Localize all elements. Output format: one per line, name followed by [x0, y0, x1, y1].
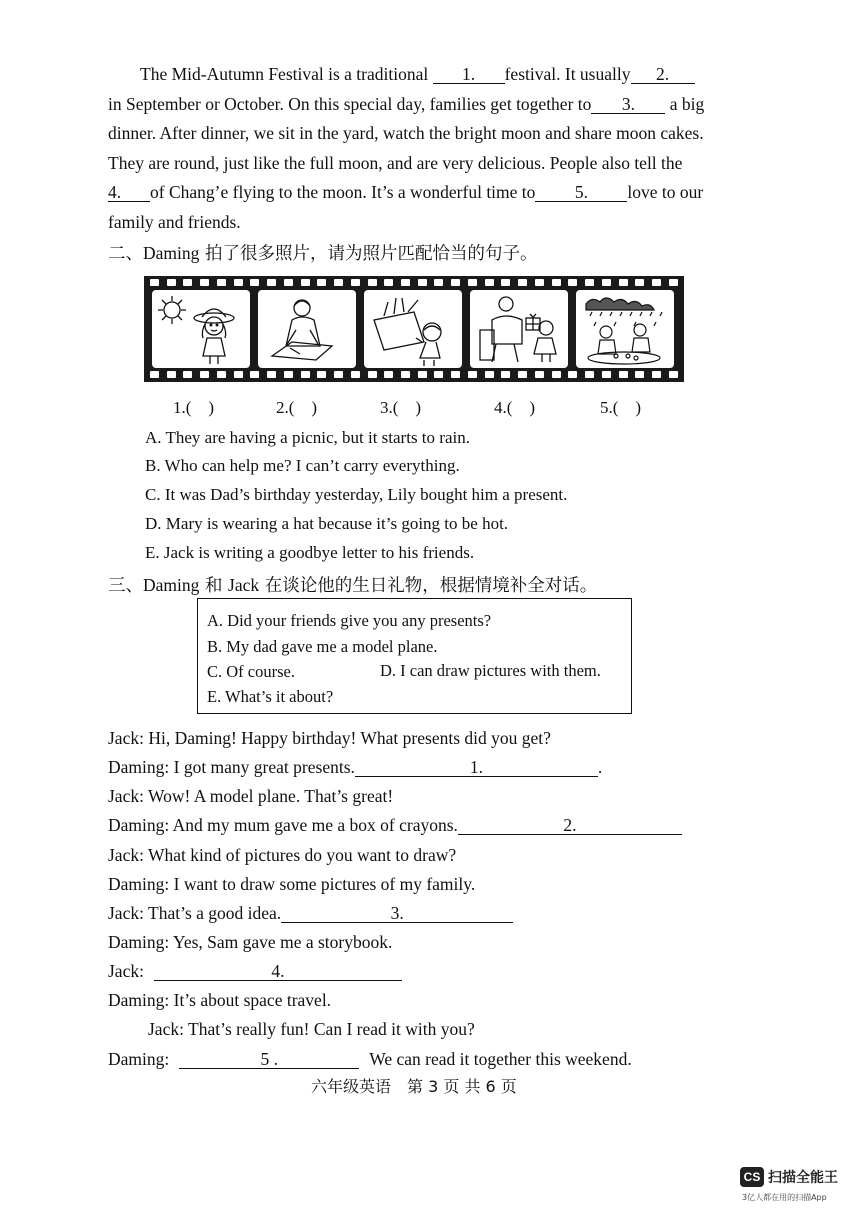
photo-number-5[interactable]: 5.( ) [600, 398, 642, 417]
dialogue-line-9 [108, 961, 402, 982]
boy-writing-icon [258, 290, 356, 368]
box-option-a: A. Did your friends give you any presents? [207, 611, 492, 630]
passage-text: The Mid-Autumn Festival is a traditional [140, 64, 433, 84]
dialogue-line-4 [108, 815, 682, 836]
passage-text: festival. It usually [504, 64, 631, 84]
section-2-heading [108, 240, 537, 265]
dialogue-line-8: Daming: Yes, Sam gave me a storybook. [108, 932, 393, 952]
passage-line-4: They are round, just like the full moon, and are very delicious. People also tell the [108, 153, 683, 173]
photo-frame-5 [576, 290, 674, 368]
film-strip [144, 276, 684, 382]
dialogue-blank-5[interactable] [179, 1050, 359, 1069]
dialogue-blank-1[interactable] [355, 758, 598, 777]
section-instruction: 拍了很多照片，请为照片匹配恰当的句子。 [199, 244, 538, 264]
dialogue-line-12 [108, 1049, 632, 1070]
photo-frame-3 [364, 290, 462, 368]
dialogue-line-11: Jack: That’s really fun! Can I read it with you? [148, 1019, 475, 1039]
dialogue-line-10: Daming: It’s about space travel. [108, 990, 332, 1010]
blank-number: 1. [462, 64, 476, 84]
box-option-d: D. I can draw pictures with them. [380, 661, 601, 680]
option-e: E. Jack is writing a goodbye letter to his friends. [145, 543, 475, 562]
section-3-heading [108, 572, 597, 597]
blank-number: 5. [574, 182, 588, 202]
photo-number-4[interactable]: 4.( ) [494, 398, 536, 417]
picnic-rain-icon [576, 290, 674, 368]
photo-number-3[interactable]: 3.( ) [380, 398, 422, 417]
passage-line-1 [140, 64, 695, 85]
option-box [197, 598, 632, 714]
blank-number: 3. [621, 94, 635, 114]
dialogue-line-7 [108, 903, 513, 924]
blank-number: 1. [469, 757, 483, 777]
dialogue-line-3: Jack: Wow! A model plane. That’s great! [108, 786, 394, 806]
section-name-1: Daming [143, 575, 200, 595]
blank-number: 2. [563, 815, 577, 835]
photo-frame-4 [470, 290, 568, 368]
section-instruction: 在谈论他的生日礼物，根据情境补全对话。 [259, 576, 598, 596]
section-number: 三、 [108, 576, 143, 596]
girl-carrying-box-icon [364, 290, 462, 368]
dialogue-line-1: Jack: Hi, Daming! Happy birthday! What presents did you get? [108, 728, 551, 748]
photo-frame-1 [152, 290, 250, 368]
passage-blank-2[interactable] [631, 65, 695, 84]
dialogue-period: . [597, 757, 603, 777]
section-name-2: Jack [228, 575, 260, 595]
dialogue-line-6: Daming: I want to draw some pictures of my family. [108, 874, 476, 894]
photo-frame-2 [258, 290, 356, 368]
section-connector: 和 [199, 576, 229, 596]
blank-number: 4. [108, 182, 122, 202]
passage-line-3: dinner. After dinner, we sit in the yard, watch the bright moon and share moon cakes. [108, 123, 704, 143]
dialogue-text: Daming: I got many great presents. [108, 757, 355, 777]
dialogue-text: Daming: And my mum gave me a box of crayons. [108, 815, 458, 835]
dialogue-text: Jack: That’s a good idea. [108, 903, 282, 923]
section-number: 二、 [108, 244, 143, 264]
dialogue-blank-2[interactable] [458, 816, 682, 835]
passage-text: love to our [627, 182, 704, 202]
dialogue-speaker: Daming: [108, 1049, 170, 1069]
passage-text: a big [665, 94, 705, 114]
option-b: B. Who can help me? I can’t carry everything. [145, 456, 460, 475]
camscanner-logo-icon: CS [740, 1167, 764, 1187]
passage-blank-3[interactable] [591, 95, 665, 114]
film-holes-bottom [150, 371, 678, 379]
page-footer: 六年级英语 第 3 页 共 6 页 [311, 1077, 517, 1096]
dialogue-line-2 [108, 757, 602, 778]
camscanner-tagline: 3亿人都在用的扫描App [742, 1193, 827, 1202]
sun-girl-hat-icon [152, 290, 250, 368]
passage-text: of Chang’e flying to the moon. It’s a wonderful time to [150, 182, 536, 202]
passage-blank-4[interactable] [108, 183, 150, 202]
box-option-e: E. What’s it about? [207, 687, 334, 706]
option-d: D. Mary is wearing a hat because it’s going to be hot. [145, 514, 509, 533]
dialogue-line-5: Jack: What kind of pictures do you want to draw? [108, 845, 457, 865]
box-option-b: B. My dad gave me a model plane. [207, 637, 438, 656]
passage-text: in September or October. On this special day, families get together to [108, 94, 592, 114]
dialogue-blank-3[interactable] [281, 904, 513, 923]
blank-number: 2. [655, 64, 670, 84]
dialogue-speaker: Jack: [108, 961, 144, 981]
photo-number-2[interactable]: 2.( ) [276, 398, 318, 417]
passage-line-2 [108, 94, 704, 115]
dialogue-text: We can read it together this weekend. [369, 1049, 632, 1069]
passage-line-6: family and friends. [108, 212, 241, 232]
family-gift-icon [470, 290, 568, 368]
film-holes-top [150, 279, 678, 287]
passage-blank-5[interactable] [535, 183, 627, 202]
option-c: C. It was Dad’s birthday yesterday, Lily bought him a present. [145, 485, 568, 504]
camscanner-name: 扫描全能王 [768, 1170, 838, 1186]
dialogue-blank-4[interactable] [154, 962, 402, 981]
blank-number: 4. [271, 961, 285, 981]
section-name: Daming [143, 243, 200, 263]
blank-number: 5 . [260, 1049, 278, 1069]
option-a: A. They are having a picnic, but it starts to rain. [145, 428, 470, 447]
passage-blank-1[interactable] [433, 65, 505, 84]
passage-line-5 [108, 182, 703, 203]
box-option-c: C. Of course. [207, 662, 295, 681]
blank-number: 3. [390, 903, 404, 923]
photo-number-1[interactable]: 1.( ) [173, 398, 215, 417]
